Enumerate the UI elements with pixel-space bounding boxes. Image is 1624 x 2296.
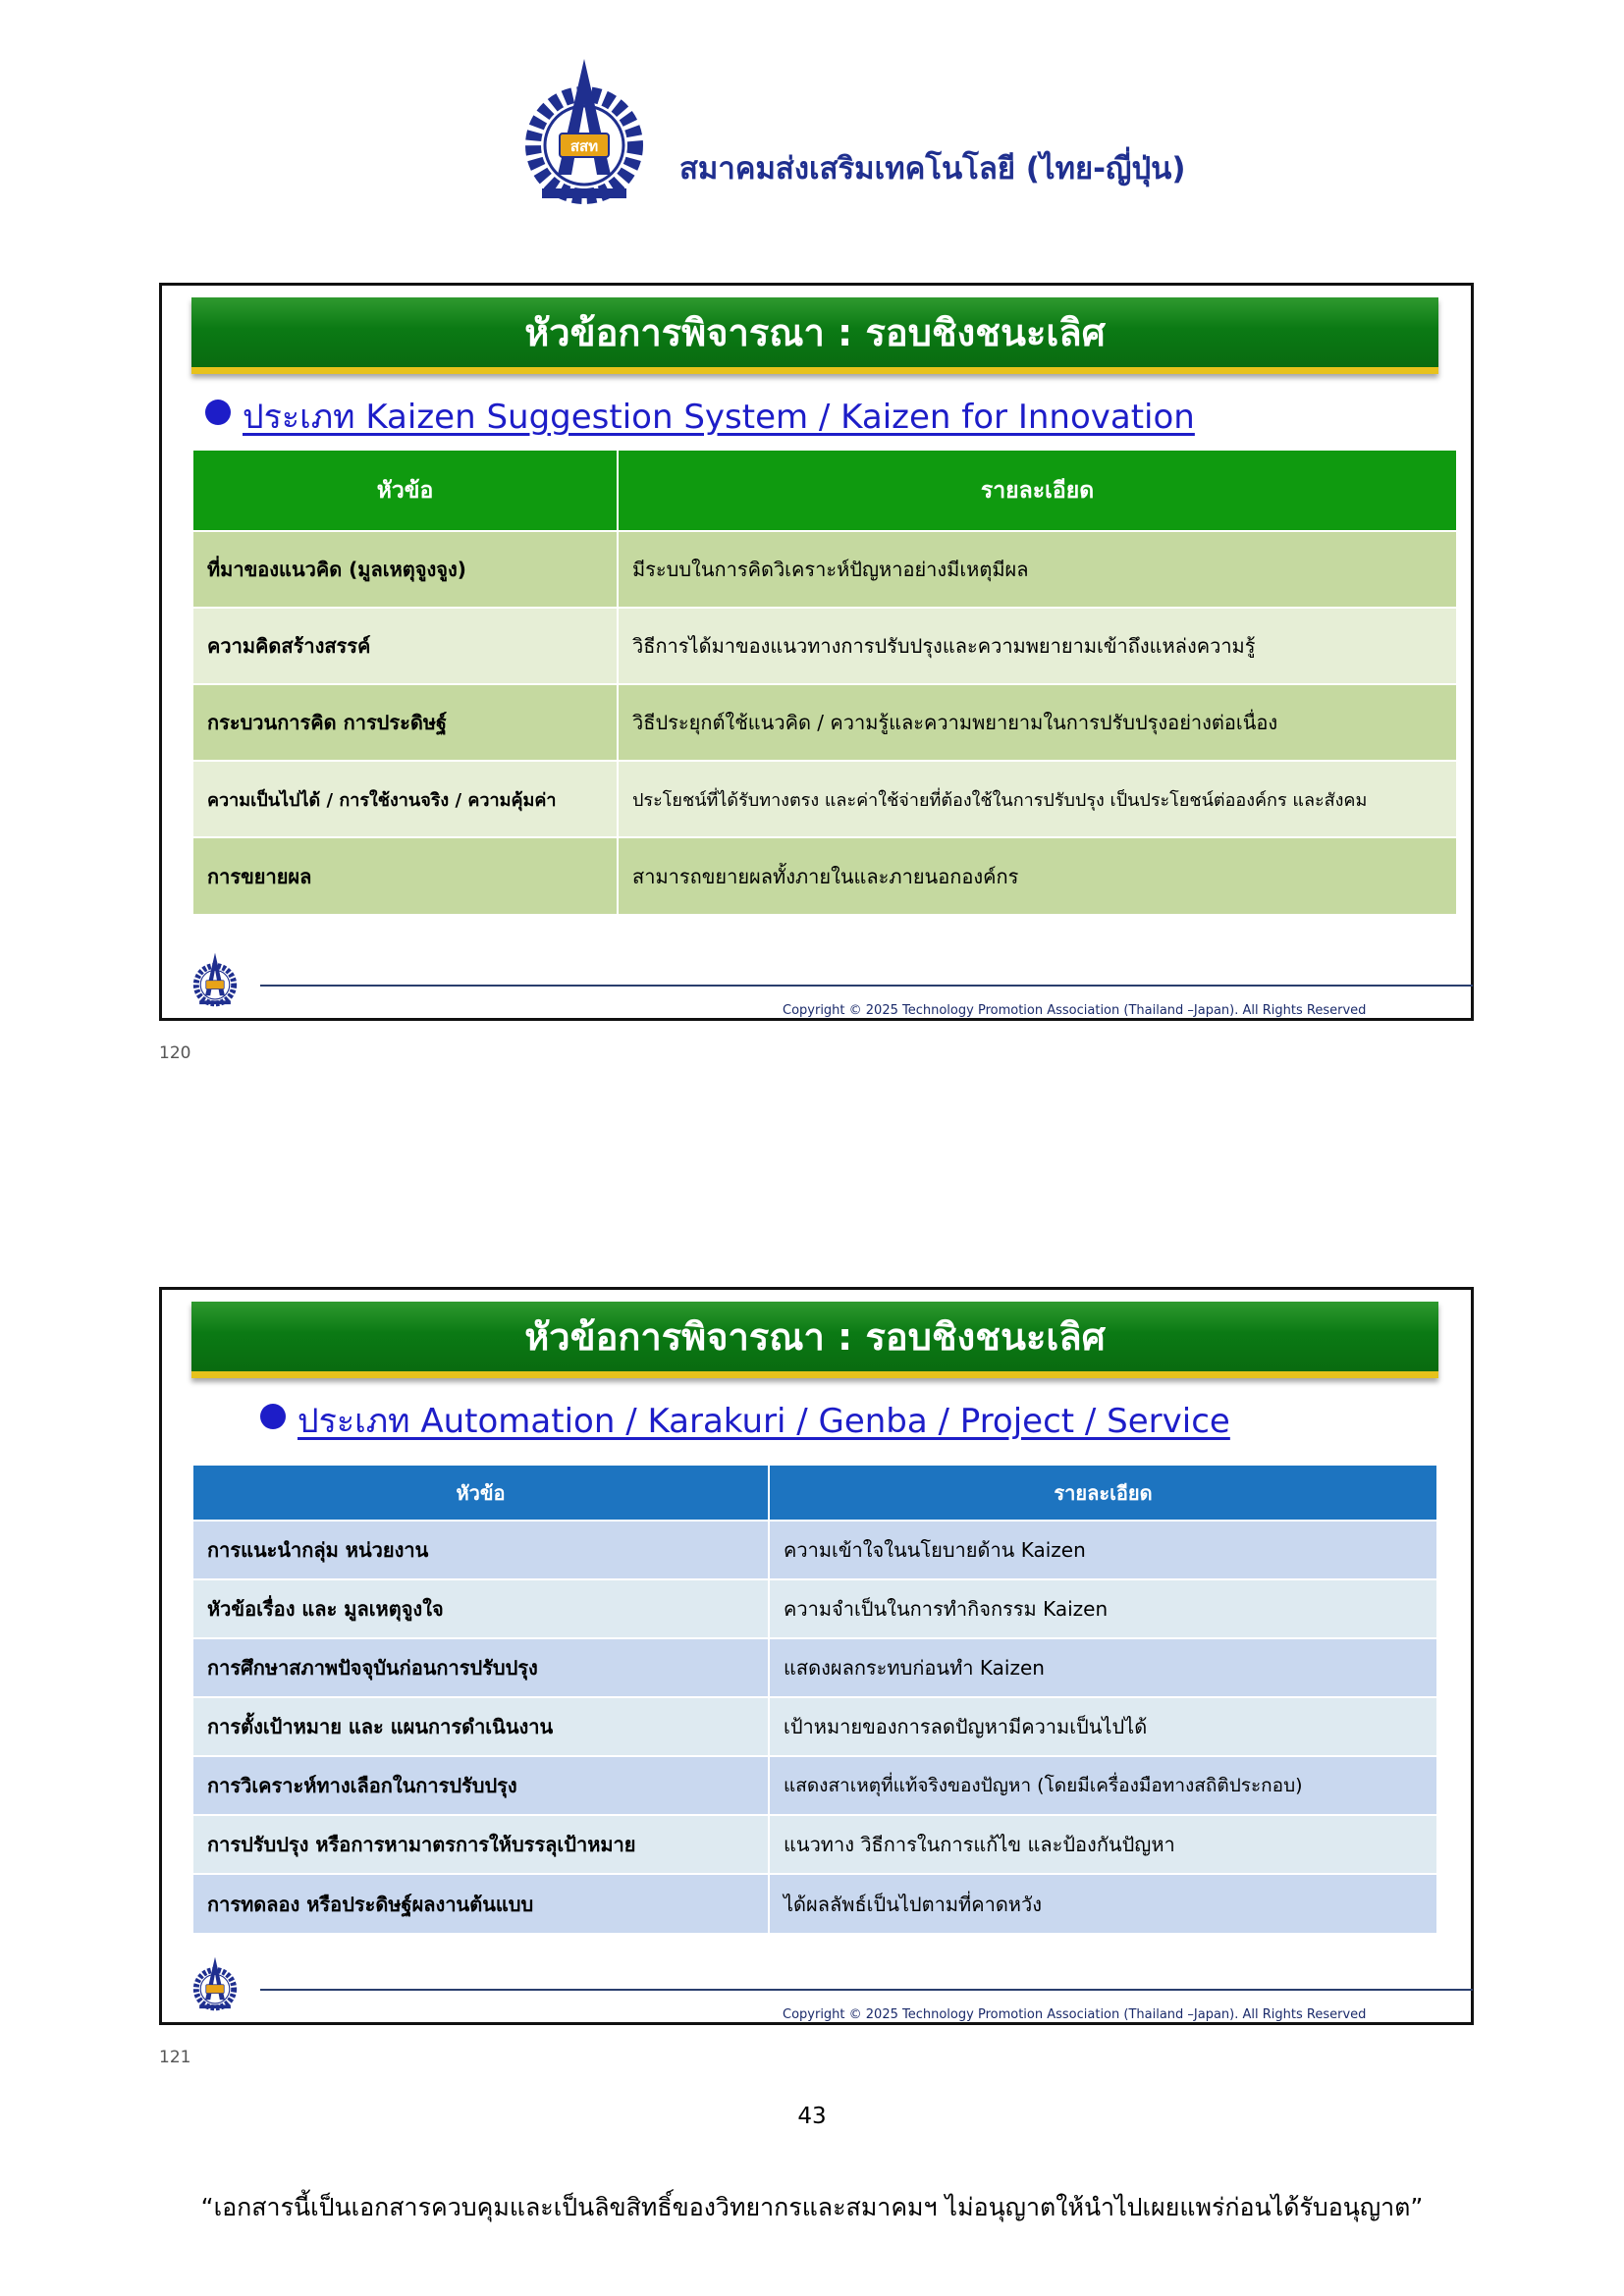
slide-number: 120 (159, 1043, 191, 1063)
bullet-icon (260, 1404, 286, 1429)
slide-title: หัวข้อการพิจารณา : รอบชิงชนะเลิศ (191, 297, 1438, 374)
table-row (193, 1756, 1437, 1815)
page-number: 43 (797, 2104, 827, 2129)
topic-cell: การทดลอง หรือประดิษฐ์ผลงานต้นแบบ (193, 1874, 769, 1933)
topic-cell: การตั้งเป้าหมาย และ แผนการดำเนินงาน (193, 1697, 769, 1756)
topic-cell: ความเป็นไปได้ / การใช้งานจริง / ความคุ้มค่า (193, 761, 618, 837)
organization-name: สมาคมส่งเสริมเทคโนโลยี (ไทย-ญี่ปุ่น) (679, 151, 1186, 187)
slide-121 (159, 1287, 1474, 2025)
topic-cell: การขยายผล (193, 837, 618, 914)
table-row (193, 1815, 1437, 1874)
topic-cell: ความคิดสร้างสรรค์ (193, 608, 618, 684)
category-heading-text: ประเภท Automation / Karakuri / Genba / Project / Service (298, 1402, 1230, 1441)
tpa-gear-logo-icon (520, 57, 648, 206)
detail-cell: ได้ผลลัพธ์เป็นไปตามที่คาดหวัง (769, 1874, 1437, 1933)
table-row (193, 1874, 1437, 1933)
table-row (193, 1521, 1437, 1579)
footer-divider (260, 985, 1473, 987)
category-heading (205, 390, 1195, 443)
table-header-row (193, 451, 1457, 531)
table-row (193, 608, 1457, 684)
column-header-topic: หัวข้อ (193, 451, 618, 531)
detail-cell: แสดงสาเหตุที่แท้จริงของปัญหา (โดยมีเครื่องมือทางสถิติประกอบ) (769, 1756, 1437, 1815)
criteria-table (193, 1466, 1438, 1933)
category-heading-text: ประเภท Kaizen Suggestion System / Kaizen for Innovation (243, 398, 1195, 437)
table-row (193, 837, 1457, 914)
footer-logo-icon (191, 1955, 239, 2012)
table-row (193, 684, 1457, 761)
slide-number: 121 (159, 2048, 191, 2067)
logo-text: สสท (569, 137, 599, 155)
table-row (193, 761, 1457, 837)
copyright-disclaimer: “เอกสารนี้เป็นเอกสารควบคุมและเป็นลิขสิทธิ์ของวิทยากรและสมาคมฯ ไม่อนุญาตให้นำไปเผยแพร่ก่อนได้รับอนุญาต” (200, 2193, 1424, 2221)
table-row (193, 1697, 1437, 1756)
footer-logo-icon (191, 951, 239, 1008)
category-heading (260, 1394, 1230, 1447)
topic-cell: ที่มาของแนวคิด (มูลเหตุจูงจูง) (193, 531, 618, 608)
detail-cell: ประโยชน์ที่ได้รับทางตรง และค่าใช้จ่ายที่ต้องใช้ในการปรับปรุง เป็นประโยชน์ต่อองค์กร และสังคม (618, 761, 1457, 837)
copyright-notice: Copyright © 2025 Technology Promotion Association (Thailand –Japan). All Rights Reserved (783, 2007, 1367, 2022)
bullet-icon (205, 400, 231, 425)
detail-cell: วิธีการได้มาของแนวทางการปรับปรุงและความพยายามเข้าถึงแหล่งความรู้ (618, 608, 1457, 684)
table-header-row (193, 1466, 1437, 1521)
detail-cell: มีระบบในการคิดวิเคราะห์ปัญหาอย่างมีเหตุมีผล (618, 531, 1457, 608)
detail-cell: ความจำเป็นในการทำกิจกรรม Kaizen (769, 1579, 1437, 1638)
slide-120 (159, 283, 1474, 1021)
topic-cell: การศึกษาสภาพปัจจุบันก่อนการปรับปรุง (193, 1638, 769, 1697)
topic-cell: หัวข้อเรื่อง และ มูลเหตุจูงใจ (193, 1579, 769, 1638)
topic-cell: การปรับปรุง หรือการหามาตรการให้บรรลุเป้าหมาย (193, 1815, 769, 1874)
footer-divider (260, 1989, 1473, 1991)
topic-cell: การแนะนำกลุ่ม หน่วยงาน (193, 1521, 769, 1579)
table-row (193, 531, 1457, 608)
detail-cell: แนวทาง วิธีการในการแก้ไข และป้องกันปัญหา (769, 1815, 1437, 1874)
detail-cell: เป้าหมายของการลดปัญหามีความเป็นไปได้ (769, 1697, 1437, 1756)
table-row (193, 1638, 1437, 1697)
topic-cell: การวิเคราะห์ทางเลือกในการปรับปรุง (193, 1756, 769, 1815)
topic-cell: กระบวนการคิด การประดิษฐ์ (193, 684, 618, 761)
detail-cell: วิธีประยุกต์ใช้แนวคิด / ความรู้และความพยายามในการปรับปรุงอย่างต่อเนื่อง (618, 684, 1457, 761)
column-header-topic: หัวข้อ (193, 1466, 769, 1521)
column-header-detail: รายละเอียด (618, 451, 1457, 531)
detail-cell: สามารถขยายผลทั้งภายในและภายนอกองค์กร (618, 837, 1457, 914)
criteria-table (193, 451, 1458, 914)
copyright-notice: Copyright © 2025 Technology Promotion Association (Thailand –Japan). All Rights Reserved (783, 1003, 1367, 1018)
table-row (193, 1579, 1437, 1638)
document-header (520, 57, 1208, 214)
detail-cell: ความเข้าใจในนโยบายด้าน Kaizen (769, 1521, 1437, 1579)
column-header-detail: รายละเอียด (769, 1466, 1437, 1521)
slide-title: หัวข้อการพิจารณา : รอบชิงชนะเลิศ (191, 1302, 1438, 1378)
detail-cell: แสดงผลกระทบก่อนทำ Kaizen (769, 1638, 1437, 1697)
